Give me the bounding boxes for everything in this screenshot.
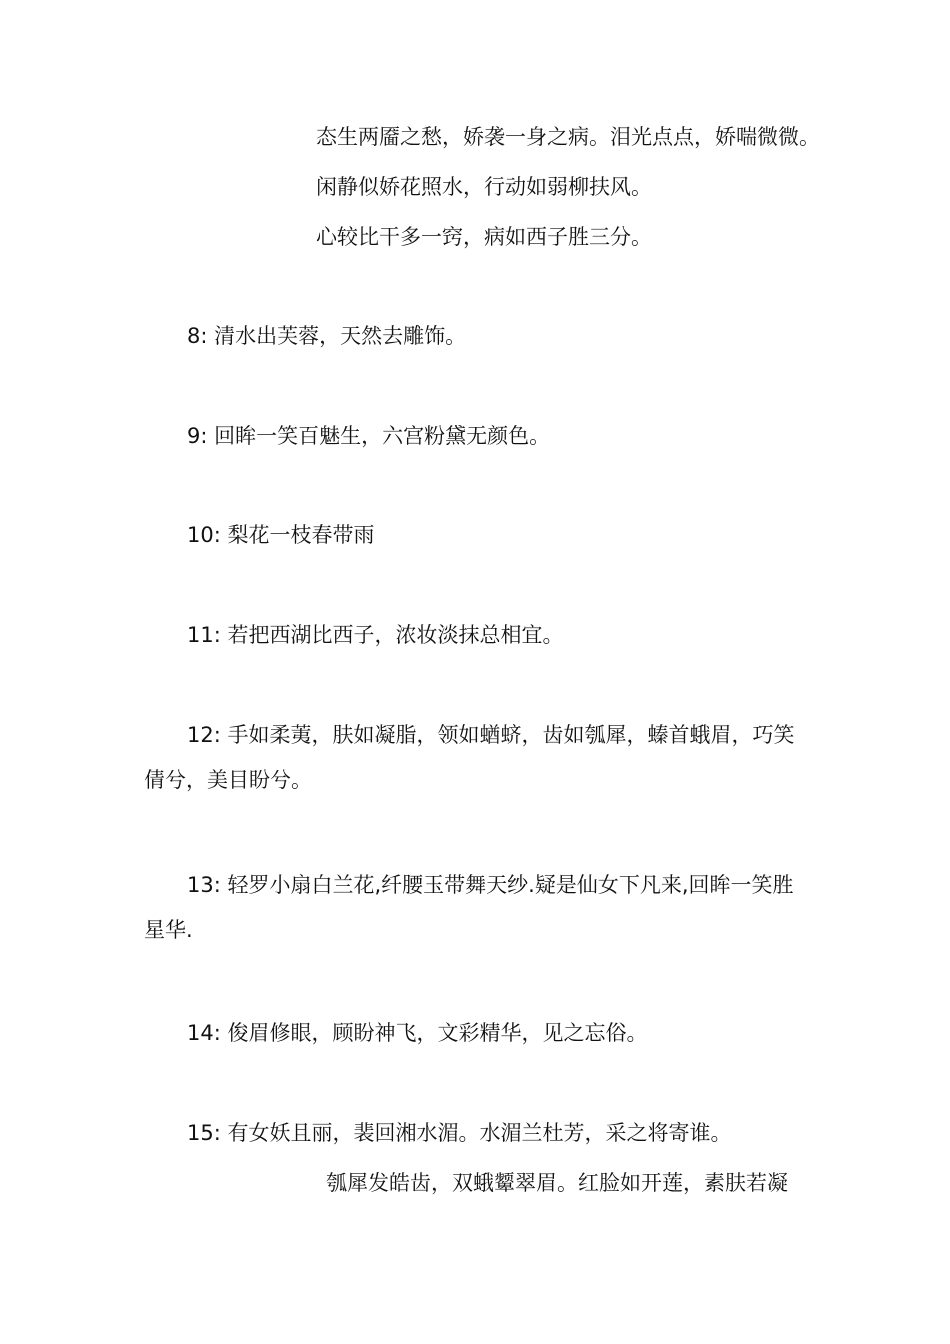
list-item-9: 9: 回眸一笑百魅生，六宫粉黛无颜色。 bbox=[187, 424, 551, 448]
poem-line: 心较比干多一窍，病如西子胜三分。 bbox=[316, 225, 652, 249]
list-item-12-continuation: 倩兮，美目盼兮。 bbox=[144, 768, 312, 792]
list-item-15-continuation: 瓠犀发皓齿，双蛾颦翠眉。红脸如开莲，素肤若凝 bbox=[326, 1171, 788, 1195]
list-item-8: 8: 清水出芙蓉，天然去雕饰。 bbox=[187, 324, 467, 348]
list-item-12: 12: 手如柔荑，肤如凝脂，领如蝤蛴，齿如瓠犀，螓首蛾眉，巧笑 bbox=[187, 723, 795, 747]
poem-line: 闲静似娇花照水，行动如弱柳扶风。 bbox=[316, 175, 652, 199]
list-item-14: 14: 俊眉修眼，顾盼神飞，文彩精华，见之忘俗。 bbox=[187, 1021, 648, 1045]
poem-line: 态生两靥之愁，娇袭一身之病。泪光点点，娇喘微微。 bbox=[316, 125, 820, 149]
list-item-13: 13: 轻罗小扇白兰花,纤腰玉带舞天纱.疑是仙女下凡来,回眸一笑胜 bbox=[187, 873, 794, 897]
list-item-13-continuation: 星华. bbox=[144, 918, 193, 942]
list-item-15: 15: 有女妖且丽，裴回湘水湄。水湄兰杜芳，采之将寄谁。 bbox=[187, 1121, 732, 1145]
list-item-11: 11: 若把西湖比西子，浓妆淡抹总相宜。 bbox=[187, 623, 564, 647]
list-item-10: 10: 梨花一枝春带雨 bbox=[187, 523, 375, 547]
